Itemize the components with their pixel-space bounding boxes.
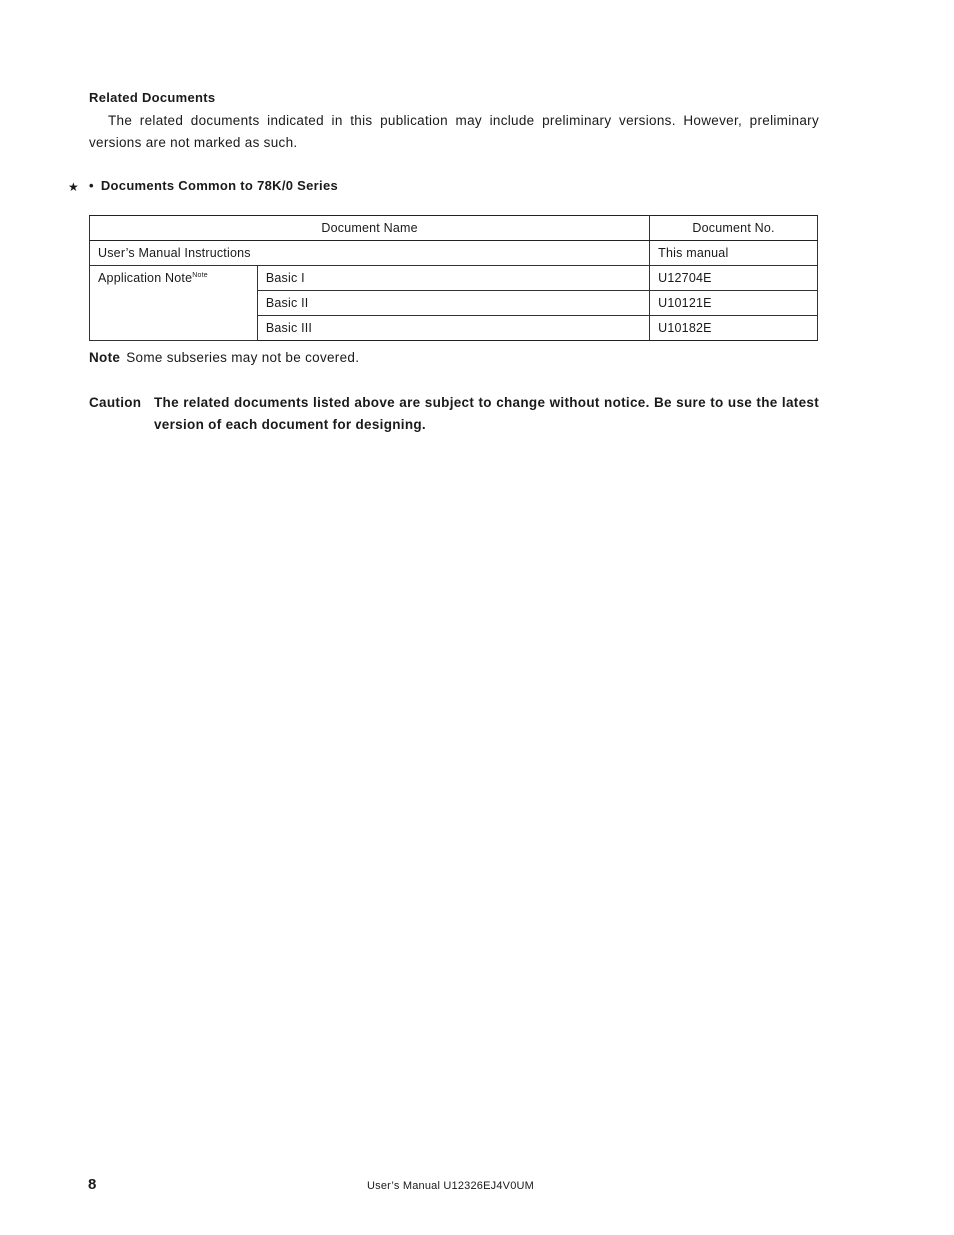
subsection-title-text: Documents Common to 78K/0 Series — [100, 178, 339, 193]
document-no-cell: This manual — [650, 241, 818, 266]
header-document-name: Document Name — [90, 216, 650, 241]
footer-text: User’s Manual U12326EJ4V0UM — [367, 1180, 535, 1192]
document-name-cell: Basic I — [257, 266, 649, 291]
table-row — [90, 266, 818, 291]
application-note-label: Application Note — [98, 271, 193, 285]
star-icon: ★ — [68, 180, 79, 194]
note-label: Note — [89, 350, 121, 365]
document-name-cell: Basic III — [257, 316, 649, 341]
document-no-cell: U10121E — [650, 291, 818, 316]
subsection-title — [89, 178, 338, 193]
note — [89, 350, 359, 365]
header-document-no: Document No. — [650, 216, 818, 241]
documents-table — [89, 215, 818, 341]
note-text: Some subseries may not be covered. — [126, 350, 360, 365]
note-superscript: Note — [192, 272, 208, 279]
page-number: 8 — [88, 1176, 97, 1193]
document-no-cell: U12704E — [650, 266, 818, 291]
bullet-icon: • — [89, 178, 94, 193]
document-no-cell: U10182E — [650, 316, 818, 341]
document-name-cell: Basic II — [257, 291, 649, 316]
caution-label: Caution — [89, 395, 142, 410]
application-note-cell — [90, 266, 258, 341]
section-heading: Related Documents — [89, 90, 216, 105]
table-header-row — [90, 216, 818, 241]
document-name-cell: User’s Manual Instructions — [90, 241, 650, 266]
intro-paragraph: The related documents indicated in this publication may include preliminary versions. However, preliminary versions are not marked as such. — [89, 113, 819, 150]
caution — [89, 392, 819, 436]
table-row — [90, 241, 818, 266]
caution-text: The related documents listed above are subject to change without notice. Be sure to use the latest version of each document for designing. — [154, 395, 819, 432]
